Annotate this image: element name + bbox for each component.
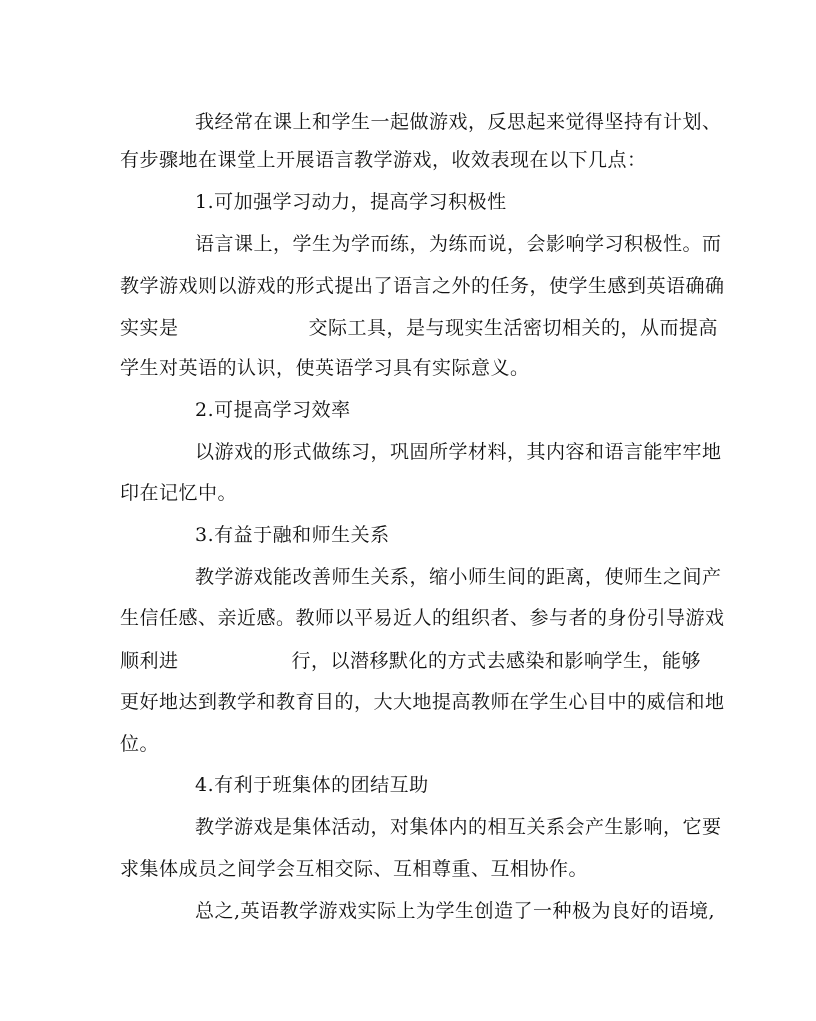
section-4-line-1: 教学游戏是集体活动，对集体内的相互关系会产生影响，它要 [195,816,722,838]
section-4-heading: 4.有利于班集体的团结互助 [195,774,429,796]
section-3-line-3-part-b: 行，以潜移默化的方式去感染和影响学生，能够 [291,650,702,672]
section-3-line-5: 位。 [120,733,160,755]
section-3-line-3 [120,649,701,673]
section-3-line-1: 教学游戏能改善师生关系，缩小师生间的距离，使师生之间产 [195,566,722,588]
section-2-heading: 2.可提高学习效率 [195,399,351,421]
section-1-line-3-part-a: 实实是 [120,317,179,339]
conclusion-line-1: 总之,英语教学游戏实际上为学生创造了一种极为良好的语境, [195,900,716,922]
section-1-line-1: 语言课上，学生为学而练，为练而说，会影响学习积极性。而 [195,233,722,255]
section-3-heading: 3.有益于融和师生关系 [195,524,390,546]
section-1-line-4: 学生对英语的认识，使英语学习具有实际意义。 [120,357,530,379]
section-2-line-2: 印在记忆中。 [120,482,238,504]
section-3-line-2: 生信任感、亲近感。教师以平易近人的组织者、参与者的身份引导游戏 [120,607,725,629]
section-1-line-2: 教学游戏则以游戏的形式提出了语言之外的任务，使学生感到英语确确 [120,275,725,297]
section-1-heading: 1.可加强学习动力，提高学习积极性 [195,191,507,213]
intro-line-1: 我经常在课上和学生一起做游戏，反思起来觉得坚持有计划、 [195,111,722,133]
section-2-line-1: 以游戏的形式做练习，巩固所学材料，其内容和语言能牢牢地 [195,441,722,463]
section-3-line-3-part-a: 顺利进 [120,650,179,672]
intro-line-2: 有步骤地在课堂上开展语言教学游戏，收效表现在以下几点： [120,149,647,171]
section-3-line-4: 更好地达到教学和教育目的，大大地提高教师在学生心目中的威信和地 [120,691,725,713]
section-1-line-3 [120,316,718,340]
section-4-line-2: 求集体成员之间学会互相交际、互相尊重、互相协作。 [120,858,589,880]
section-1-line-3-part-b: 交际工具，是与现实生活密切相关的，从而提高 [308,317,719,339]
